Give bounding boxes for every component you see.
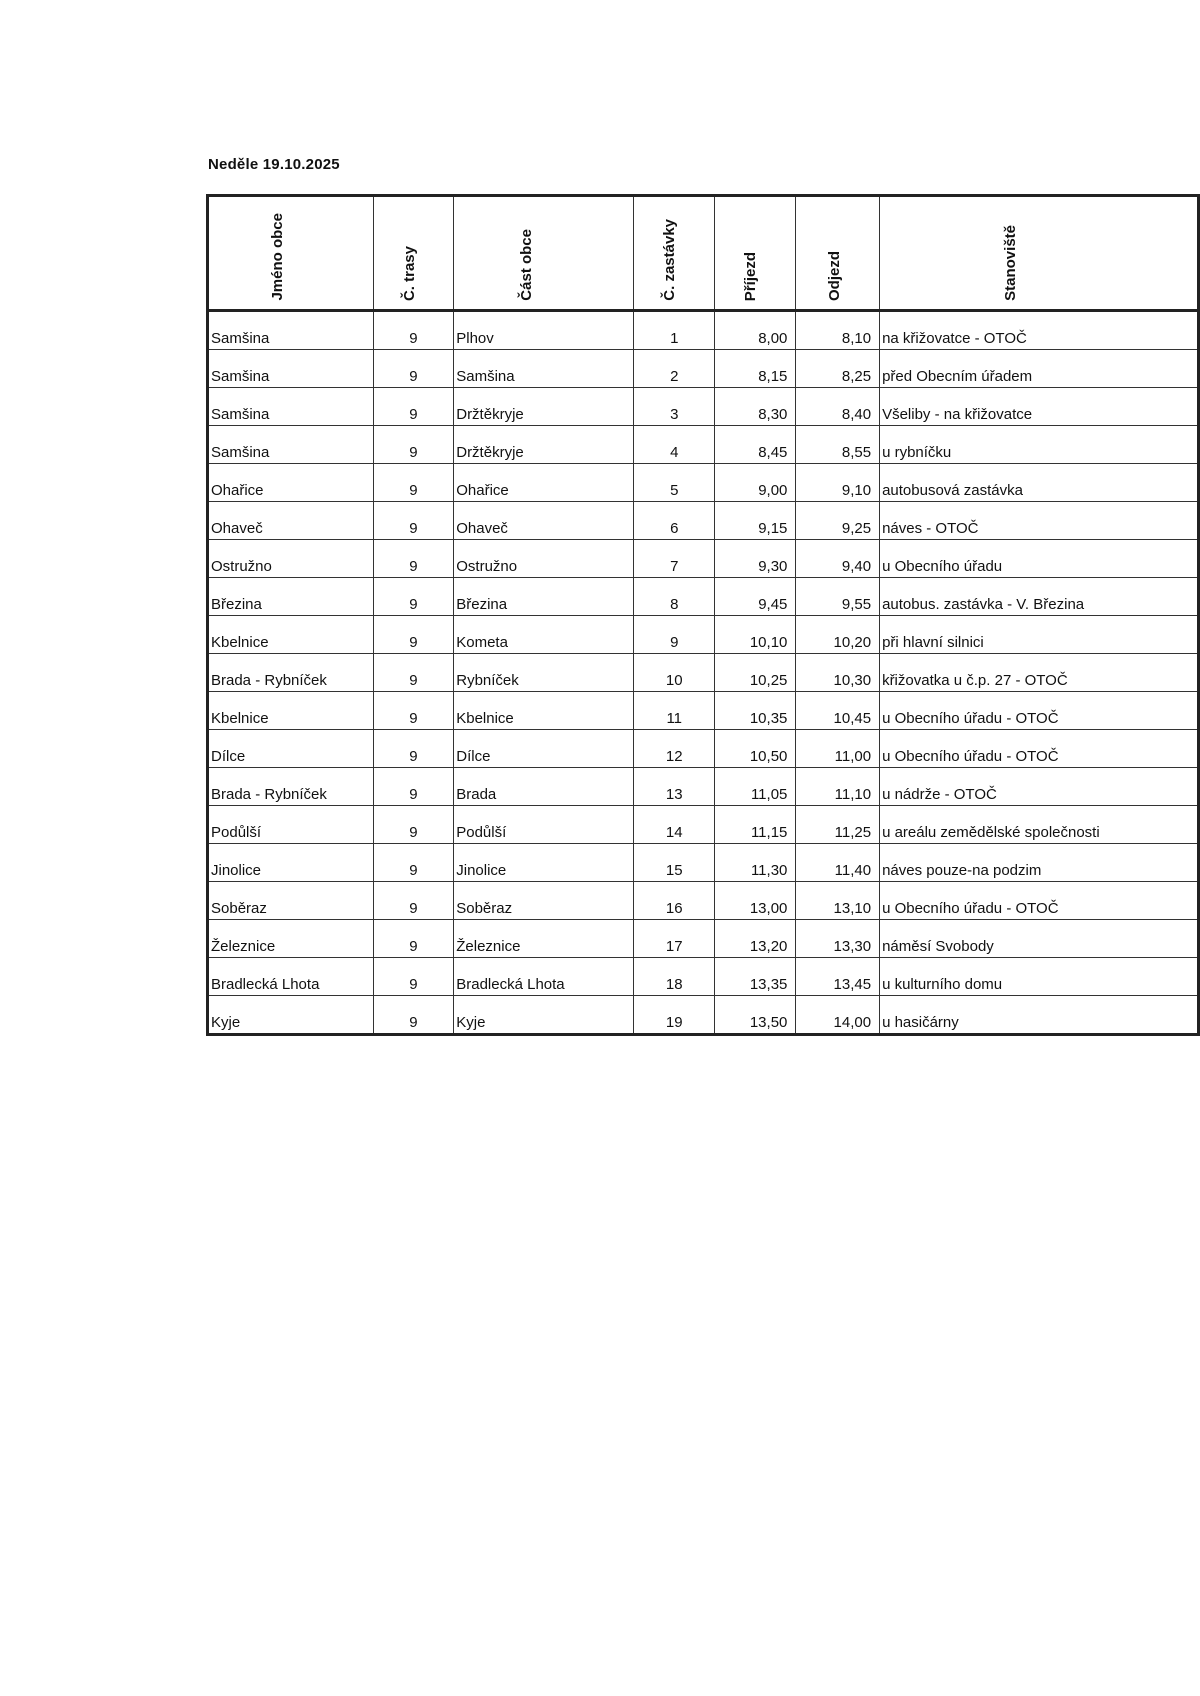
table-row [208,996,1199,1035]
municipality-cell: Brada - Rybníček [208,654,374,692]
header-municipality [208,196,374,311]
departure-cell: 9,40 [796,540,880,578]
stop-number-cell: 2 [634,350,715,388]
municipality-cell: Bradlecká Lhota [208,958,374,996]
municipality-cell: Samšina [208,350,374,388]
arrival-cell: 8,00 [715,311,796,350]
location-cell: autobusová zastávka [880,464,1199,502]
table-row [208,806,1199,844]
route-number-cell: 9 [373,540,454,578]
table-row [208,311,1199,350]
village-part-cell: Březina [454,578,634,616]
departure-cell: 14,00 [796,996,880,1035]
route-number-cell: 9 [373,426,454,464]
arrival-cell: 13,00 [715,882,796,920]
route-number-cell: 9 [373,350,454,388]
location-cell: autobus. zastávka - V. Březina [880,578,1199,616]
route-number-cell: 9 [373,920,454,958]
header-route-number [373,196,454,311]
departure-cell: 10,30 [796,654,880,692]
route-number-cell: 9 [373,388,454,426]
header-label: Část obce [518,229,536,301]
departure-cell: 8,10 [796,311,880,350]
arrival-cell: 9,00 [715,464,796,502]
table-row [208,920,1199,958]
stop-number-cell: 13 [634,768,715,806]
arrival-cell: 13,20 [715,920,796,958]
table-row [208,882,1199,920]
location-cell: u kulturního domu [880,958,1199,996]
departure-cell: 8,40 [796,388,880,426]
route-number-cell: 9 [373,996,454,1035]
header-location [880,196,1199,311]
table-row [208,768,1199,806]
village-part-cell: Kbelnice [454,692,634,730]
stop-number-cell: 16 [634,882,715,920]
village-part-cell: Podůlší [454,806,634,844]
village-part-cell: Bradlecká Lhota [454,958,634,996]
table-row [208,426,1199,464]
table-row [208,540,1199,578]
departure-cell: 13,30 [796,920,880,958]
arrival-cell: 11,05 [715,768,796,806]
route-number-cell: 9 [373,311,454,350]
route-number-cell: 9 [373,464,454,502]
table-row [208,958,1199,996]
village-part-cell: Ostružno [454,540,634,578]
departure-cell: 13,10 [796,882,880,920]
header-label: Stanoviště [1002,225,1020,301]
municipality-cell: Samšina [208,388,374,426]
municipality-cell: Ohařice [208,464,374,502]
route-number-cell: 9 [373,616,454,654]
route-number-cell: 9 [373,578,454,616]
village-part-cell: Jinolice [454,844,634,882]
arrival-cell: 9,45 [715,578,796,616]
header-village-part [454,196,634,311]
stop-number-cell: 10 [634,654,715,692]
route-number-cell: 9 [373,768,454,806]
location-cell: u rybníčku [880,426,1199,464]
arrival-cell: 8,45 [715,426,796,464]
arrival-cell: 11,30 [715,844,796,882]
village-part-cell: Ohařice [454,464,634,502]
stop-number-cell: 18 [634,958,715,996]
departure-cell: 11,10 [796,768,880,806]
village-part-cell: Plhov [454,311,634,350]
stop-number-cell: 11 [634,692,715,730]
stop-number-cell: 9 [634,616,715,654]
table-row [208,350,1199,388]
departure-cell: 9,55 [796,578,880,616]
route-number-cell: 9 [373,806,454,844]
table-row [208,616,1199,654]
arrival-cell: 10,35 [715,692,796,730]
departure-cell: 10,20 [796,616,880,654]
municipality-cell: Březina [208,578,374,616]
header-row [208,196,1199,311]
municipality-cell: Kbelnice [208,616,374,654]
route-number-cell: 9 [373,692,454,730]
location-cell: náves pouze-na podzim [880,844,1199,882]
village-part-cell: Držtěkryje [454,426,634,464]
document-title: Neděle 19.10.2025 [208,156,340,173]
table-row [208,464,1199,502]
route-number-cell: 9 [373,882,454,920]
departure-cell: 9,25 [796,502,880,540]
table-row [208,844,1199,882]
route-number-cell: 9 [373,502,454,540]
location-cell: křižovatka u č.p. 27 - OTOČ [880,654,1199,692]
stop-number-cell: 19 [634,996,715,1035]
village-part-cell: Samšina [454,350,634,388]
stop-number-cell: 3 [634,388,715,426]
location-cell: při hlavní silnici [880,616,1199,654]
stop-number-cell: 7 [634,540,715,578]
municipality-cell: Ohaveč [208,502,374,540]
route-number-cell: 9 [373,654,454,692]
table-row [208,730,1199,768]
header-label: Jméno obce [269,213,286,301]
municipality-cell: Dílce [208,730,374,768]
stop-number-cell: 6 [634,502,715,540]
village-part-cell: Ohaveč [454,502,634,540]
table-body [208,311,1199,1035]
header-label: Č. zastávky [661,219,679,301]
location-cell: náměsí Svobody [880,920,1199,958]
location-cell: u Obecního úřadu - OTOČ [880,692,1199,730]
arrival-cell: 9,15 [715,502,796,540]
header-label: Příjezd [742,251,760,301]
header-arrival [715,196,796,311]
table-row [208,388,1199,426]
table-row [208,578,1199,616]
stop-number-cell: 4 [634,426,715,464]
municipality-cell: Jinolice [208,844,374,882]
municipality-cell: Kbelnice [208,692,374,730]
route-number-cell: 9 [373,730,454,768]
header-departure [796,196,880,311]
municipality-cell: Ostružno [208,540,374,578]
location-cell: náves - OTOČ [880,502,1199,540]
arrival-cell: 9,30 [715,540,796,578]
arrival-cell: 10,10 [715,616,796,654]
departure-cell: 11,25 [796,806,880,844]
arrival-cell: 10,50 [715,730,796,768]
arrival-cell: 13,50 [715,996,796,1035]
village-part-cell: Dílce [454,730,634,768]
location-cell: Všeliby - na křižovatce [880,388,1199,426]
route-number-cell: 9 [373,958,454,996]
location-cell: u Obecního úřadu - OTOČ [880,882,1199,920]
route-number-cell: 9 [373,844,454,882]
municipality-cell: Brada - Rybníček [208,768,374,806]
location-cell: u Obecního úřadu - OTOČ [880,730,1199,768]
stop-number-cell: 5 [634,464,715,502]
stop-number-cell: 1 [634,311,715,350]
stop-number-cell: 17 [634,920,715,958]
village-part-cell: Držtěkryje [454,388,634,426]
schedule-table [206,194,1200,1036]
stop-number-cell: 15 [634,844,715,882]
municipality-cell: Soběraz [208,882,374,920]
arrival-cell: 10,25 [715,654,796,692]
village-part-cell: Kyje [454,996,634,1035]
arrival-cell: 8,30 [715,388,796,426]
municipality-cell: Podůlší [208,806,374,844]
departure-cell: 11,00 [796,730,880,768]
arrival-cell: 11,15 [715,806,796,844]
location-cell: u nádrže - OTOČ [880,768,1199,806]
stop-number-cell: 8 [634,578,715,616]
municipality-cell: Kyje [208,996,374,1035]
village-part-cell: Rybníček [454,654,634,692]
departure-cell: 10,45 [796,692,880,730]
table-row [208,502,1199,540]
location-cell: před Obecním úřadem [880,350,1199,388]
departure-cell: 11,40 [796,844,880,882]
village-part-cell: Kometa [454,616,634,654]
header-stop-number [634,196,715,311]
departure-cell: 8,25 [796,350,880,388]
location-cell: na křižovatce - OTOČ [880,311,1199,350]
stop-number-cell: 12 [634,730,715,768]
departure-cell: 8,55 [796,426,880,464]
table-row [208,692,1199,730]
departure-cell: 13,45 [796,958,880,996]
departure-cell: 9,10 [796,464,880,502]
arrival-cell: 13,35 [715,958,796,996]
location-cell: u areálu zemědělské společnosti [880,806,1199,844]
village-part-cell: Brada [454,768,634,806]
arrival-cell: 8,15 [715,350,796,388]
location-cell: u Obecního úřadu [880,540,1199,578]
table-header [208,196,1199,311]
village-part-cell: Soběraz [454,882,634,920]
header-label: Odjezd [826,250,844,301]
municipality-cell: Samšina [208,311,374,350]
header-label: Č. trasy [400,245,418,301]
village-part-cell: Železnice [454,920,634,958]
table-row [208,654,1199,692]
stop-number-cell: 14 [634,806,715,844]
municipality-cell: Samšina [208,426,374,464]
location-cell: u hasičárny [880,996,1199,1035]
municipality-cell: Železnice [208,920,374,958]
